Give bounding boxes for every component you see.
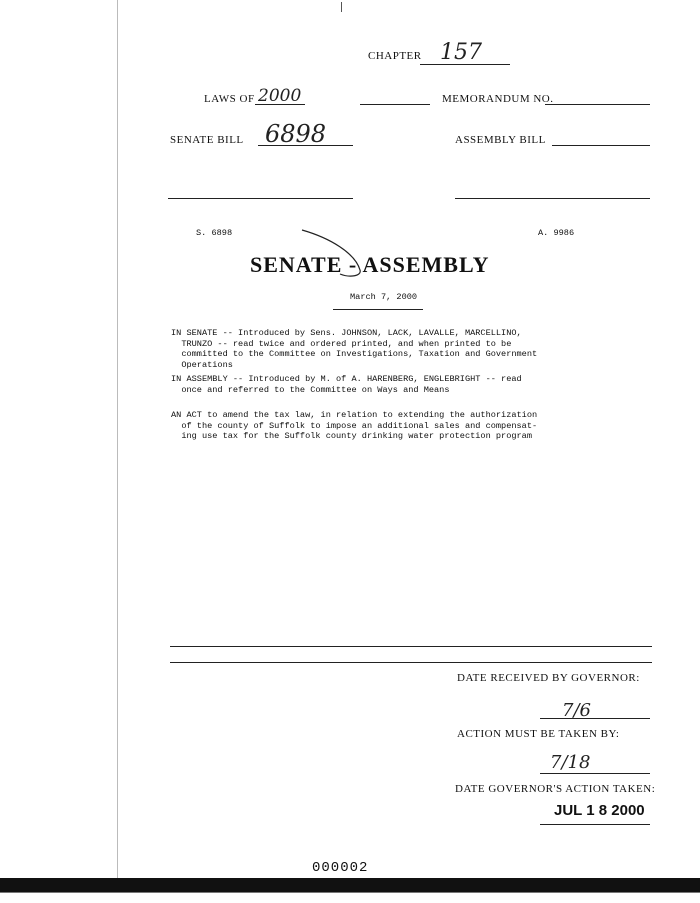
scan-bottom-edge <box>0 892 700 903</box>
laws-value: 2000 <box>258 86 302 106</box>
action-by-line <box>540 773 650 774</box>
action-taken-label: DATE GOVERNOR'S ACTION TAKEN: <box>455 783 656 795</box>
lower-rule-1 <box>170 646 652 647</box>
act-paragraph: AN ACT to amend the tax law, in relation to extending the authorization of the county of Suffolk to impose an additional sales and compensat- ing use tax for the Suffolk county drinking water protection program <box>171 410 538 441</box>
assembly-number: A. 9986 <box>538 228 575 238</box>
action-taken-line <box>540 824 650 825</box>
assembly-paragraph: IN ASSEMBLY -- Introduced by M. of A. HARENBERG, ENGLEBRIGHT -- read once and referred to the Committee on Ways and Means <box>171 374 522 395</box>
laws-label: LAWS OF <box>204 93 255 105</box>
senate-bill-line <box>258 145 353 146</box>
senate-bill-value: 6898 <box>265 120 327 148</box>
lower-rule-2 <box>170 662 652 663</box>
action-by-value: 7/18 <box>550 752 591 773</box>
action-by-label: ACTION MUST BE TAKEN BY: <box>457 728 620 740</box>
rule-left <box>168 198 353 199</box>
senate-number: S. 6898 <box>196 228 233 238</box>
assembly-bill-line <box>552 145 650 146</box>
received-line <box>540 718 650 719</box>
received-label: DATE RECEIVED BY GOVERNOR: <box>457 672 640 684</box>
laws-line-2 <box>360 104 430 105</box>
senate-bill-label: SENATE BILL <box>170 134 244 146</box>
action-taken-stamp: JUL 1 8 2000 <box>554 802 645 819</box>
scan-bottom-bar <box>0 878 700 892</box>
memorandum-label: MEMORANDUM NO. <box>442 93 554 105</box>
laws-line <box>255 104 305 105</box>
margin-rule <box>117 0 118 880</box>
page-number: 000002 <box>312 860 369 876</box>
chapter-value: 157 <box>440 40 482 65</box>
chapter-line <box>420 64 510 65</box>
memorandum-line <box>545 104 650 105</box>
top-mark <box>341 2 342 12</box>
bill-date: March 7, 2000 <box>350 292 418 302</box>
rule-right <box>455 198 650 199</box>
chapter-label: CHAPTER <box>368 50 422 62</box>
received-value: 7/6 <box>562 700 591 721</box>
bill-title: SENATE - ASSEMBLY <box>250 252 490 277</box>
date-underline <box>333 309 423 310</box>
assembly-bill-label: ASSEMBLY BILL <box>455 134 546 146</box>
senate-paragraph: IN SENATE -- Introduced by Sens. JOHNSON, LACK, LAVALLE, MARCELLINO, TRUNZO -- read twice and ordered printed, and when printed to be committed to the Committee on Investigations, Taxation and Government Operations <box>171 328 538 370</box>
